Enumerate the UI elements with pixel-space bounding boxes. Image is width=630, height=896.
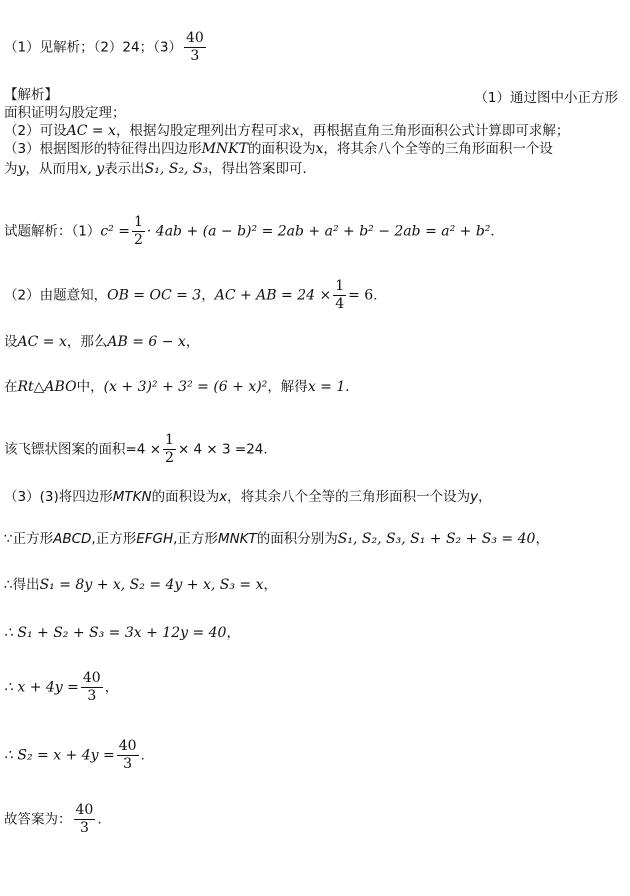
text: ．: [345, 379, 359, 395]
text: 试题解析：（1）: [4, 223, 101, 240]
fraction-denominator: 3: [79, 820, 89, 836]
solution-squares: [4, 530, 549, 548]
text: ，: [478, 489, 492, 505]
text: y: [470, 489, 479, 505]
answer-parts-1-2: （1）见解析；（2）24；（3）: [4, 39, 182, 56]
math: ∴ x + 4y =: [4, 679, 79, 696]
text: ，根据勾股定理列出方程可求: [115, 123, 292, 139]
solution-part-1: [4, 214, 504, 249]
text: ，: [263, 577, 277, 593]
fraction: [117, 738, 139, 773]
fraction: [163, 432, 176, 467]
fraction-numerator: 40: [75, 802, 94, 818]
analysis-line-3: [4, 122, 569, 140]
fraction-numerator: 40: [185, 30, 204, 46]
text: 的面积设为: [247, 141, 316, 157]
text: ，将其余八个全等的三角形面积一个设: [323, 141, 553, 157]
fraction-denominator: 3: [190, 48, 200, 64]
text: ，得出答案即可．: [208, 161, 317, 177]
fraction-denominator: 3: [123, 756, 133, 772]
text: 故答案为：: [4, 811, 72, 828]
text: 中，: [76, 379, 104, 395]
text: ，解得: [267, 379, 308, 395]
text: ∴得出: [4, 577, 40, 593]
math: x, y: [79, 161, 105, 177]
answer-fraction: [184, 30, 206, 65]
text: 在: [4, 379, 18, 395]
math: AC = x: [66, 123, 116, 139]
text: .: [97, 811, 102, 828]
fraction-numerator: 1: [165, 432, 174, 448]
text: 表示出: [104, 161, 145, 177]
final-answer: [4, 802, 102, 837]
text: （3）: [4, 489, 40, 505]
text: ABCD: [53, 531, 92, 547]
fraction-denominator: 3: [87, 688, 97, 704]
solution-pythagoras: [4, 378, 359, 396]
text: 该飞镖状图案的面积=4 ×: [4, 441, 162, 458]
math: AC + AB = 24 ×: [214, 287, 332, 304]
math: x: [291, 123, 300, 139]
fraction-denominator: 4: [335, 296, 345, 312]
fraction: [81, 670, 103, 705]
text: ，将其余八个全等的三角形面积一个设为: [227, 489, 471, 505]
text: ,正方形: [91, 531, 137, 547]
text: （3）根据图形的特征得出四边形: [4, 141, 202, 157]
fraction-numerator: 40: [82, 670, 101, 686]
math: y: [17, 161, 26, 177]
solution-derive: [4, 576, 277, 594]
solution-x4y: [4, 670, 118, 705]
math: x: [315, 141, 324, 157]
math: AB = 6 − x: [107, 334, 186, 350]
fraction-denominator: 2: [133, 232, 143, 248]
math: · 4ab + (a − b)² = 2ab + a² + b² − 2ab = a² + b²: [146, 223, 491, 240]
text: MTKN: [112, 489, 152, 505]
math: Rt△ABO: [17, 379, 77, 395]
analysis-line-2: 面积证明勾股定理；: [4, 105, 126, 121]
math: ∴ S₂ = x + 4y =: [4, 747, 115, 764]
analysis-line-5: [4, 160, 316, 178]
text: （2）可设: [4, 123, 67, 139]
answer-line: [4, 30, 208, 65]
math: = 6: [348, 287, 374, 304]
analysis-title: 【解析】: [4, 87, 58, 103]
text: ，再根据直角三角形面积公式计算即可求解；: [299, 123, 570, 139]
text: ，: [201, 287, 215, 304]
text: × 4 × 3 =24.: [177, 441, 268, 458]
text: x: [219, 489, 228, 505]
text: 为: [4, 161, 18, 177]
fraction-numerator: 1: [335, 278, 345, 294]
math: x = 1: [307, 379, 346, 395]
fraction-denominator: 2: [165, 450, 174, 466]
analysis-line-4: [4, 140, 553, 158]
text: ，那么: [66, 334, 108, 350]
text: ,正方形: [173, 531, 218, 547]
math: c² =: [100, 223, 130, 240]
text: （2）由题意知，: [4, 287, 108, 304]
text: ，: [535, 531, 549, 547]
text: ，: [104, 679, 119, 696]
solution-let-ac: [4, 333, 199, 351]
analysis-right-text: （1）通过图中小正方形: [474, 90, 618, 106]
text: ，: [226, 625, 240, 641]
fraction: [132, 214, 145, 249]
text: ，从而用: [25, 161, 80, 177]
math: (x + 3)² + 3² = (6 + x)²: [103, 379, 268, 395]
text: 的面积设为: [151, 489, 220, 505]
text: .: [140, 747, 145, 764]
fraction: [74, 802, 96, 837]
math: S₁ = 8y + x, S₂ = 4y + x, S₃ = x: [39, 577, 264, 593]
fraction: [333, 278, 346, 313]
text: ．: [490, 223, 504, 240]
math: S₁, S₂, S₃, S₁ + S₂ + S₃ = 40: [337, 531, 536, 547]
fraction-numerator: 1: [133, 214, 143, 230]
text: 的面积分别为: [256, 531, 338, 547]
text: ∵正方形: [4, 531, 54, 547]
text: ，: [185, 334, 200, 350]
solution-s2: [4, 738, 145, 773]
solution-part-3: [4, 488, 492, 506]
solution-sum: [4, 624, 240, 642]
text: MNKT: [217, 531, 257, 547]
text: EFGH: [136, 531, 174, 547]
math: AC = x: [17, 334, 67, 350]
fraction-numerator: 40: [118, 738, 137, 754]
solution-part-2: [4, 278, 387, 313]
math: ∴ S₁ + S₂ + S₃ = 3x + 12y = 40: [4, 625, 227, 641]
math: MNKT: [201, 141, 248, 157]
text: (3)将四边形: [39, 489, 113, 505]
text: ．: [373, 287, 387, 304]
math: OB = OC = 3: [107, 287, 202, 304]
text: 设: [4, 334, 18, 350]
solution-area: [4, 432, 268, 467]
math: S₁, S₂, S₃: [144, 161, 209, 177]
